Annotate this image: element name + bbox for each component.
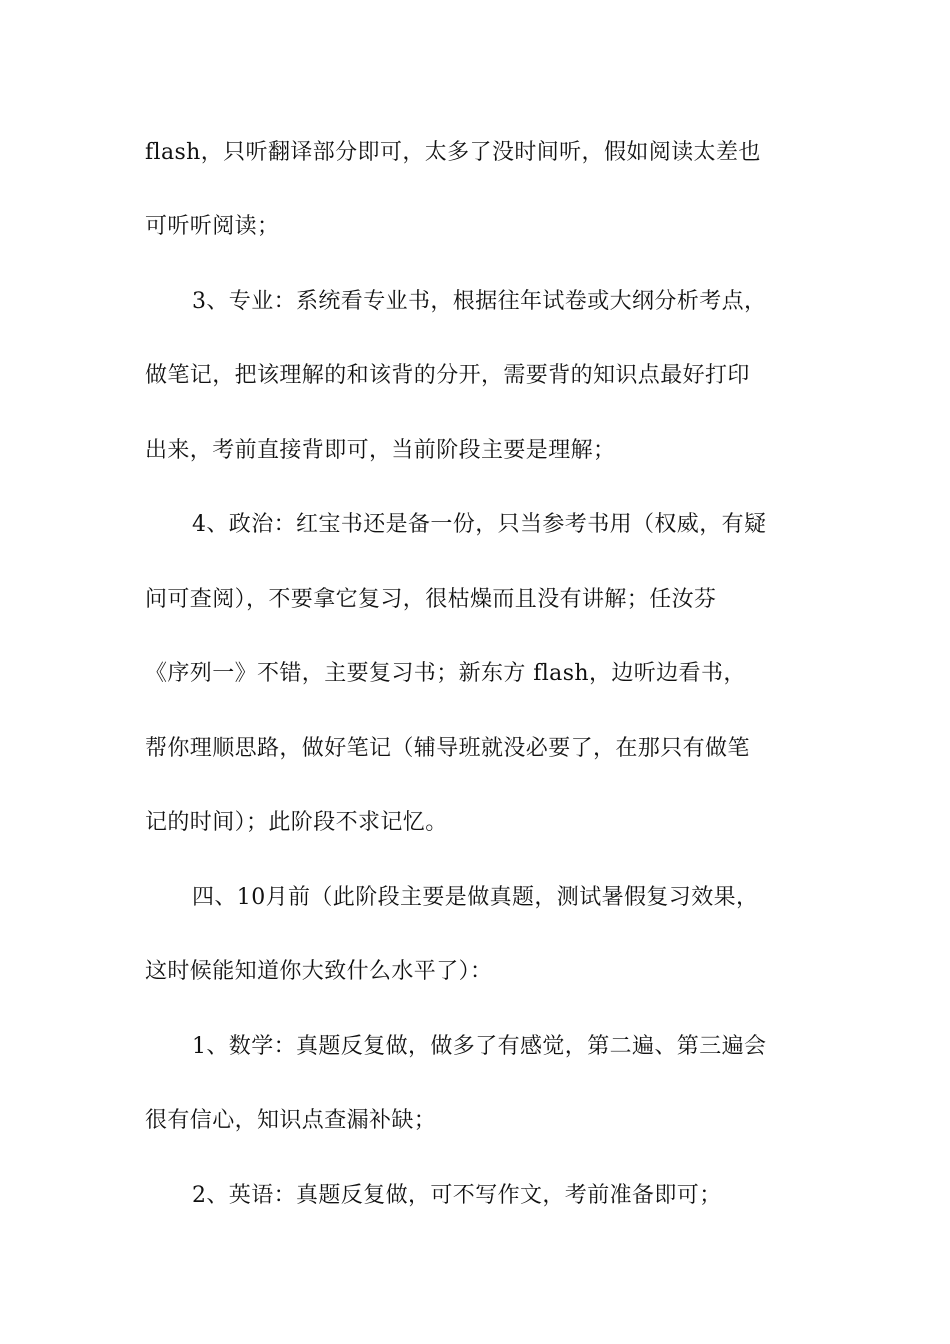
text-line-4: 做笔记，把该理解的和该背的分开，需要背的知识点最好打印 [145, 363, 750, 388]
text-line-14: 很有信心，知识点查漏补缺； [145, 1108, 437, 1133]
text-line-5: 出来，考前直接背即可，当前阶段主要是理解； [145, 438, 616, 463]
text-line-9: 帮你理顺思路，做好笔记（辅导班就没必要了，在那只有做笔 [145, 736, 750, 761]
text-line-8: 《序列一》不错，主要复习书；新东方 flash，边听边看书， [145, 661, 746, 686]
text-line-1: flash，只听翻译部分即可，太多了没时间听，假如阅读太差也 [145, 140, 761, 165]
text-line-7: 问可查阅），不要拿它复习，很枯燥而且没有讲解；任汝芬 [145, 587, 717, 612]
text-line-12: 这时候能知道你大致什么水平了）： [145, 959, 493, 984]
text-line-13: 1、数学：真题反复做，做多了有感觉，第二遍、第三遍会 [192, 1034, 767, 1059]
text-line-2: 可听听阅读； [145, 214, 280, 239]
text-line-3: 3、专业：系统看专业书，根据往年试卷或大纲分析考点， [192, 289, 767, 314]
text-line-10: 记的时间）；此阶段不求记忆。 [145, 810, 448, 835]
text-line-6: 4、政治：红宝书还是备一份，只当参考书用（权威，有疑 [192, 512, 767, 537]
text-line-15: 2、英语：真题反复做，可不写作文，考前准备即可； [192, 1183, 722, 1208]
text-line-11: 四、10月前（此阶段主要是做真题，测试暑假复习效果， [192, 885, 759, 910]
